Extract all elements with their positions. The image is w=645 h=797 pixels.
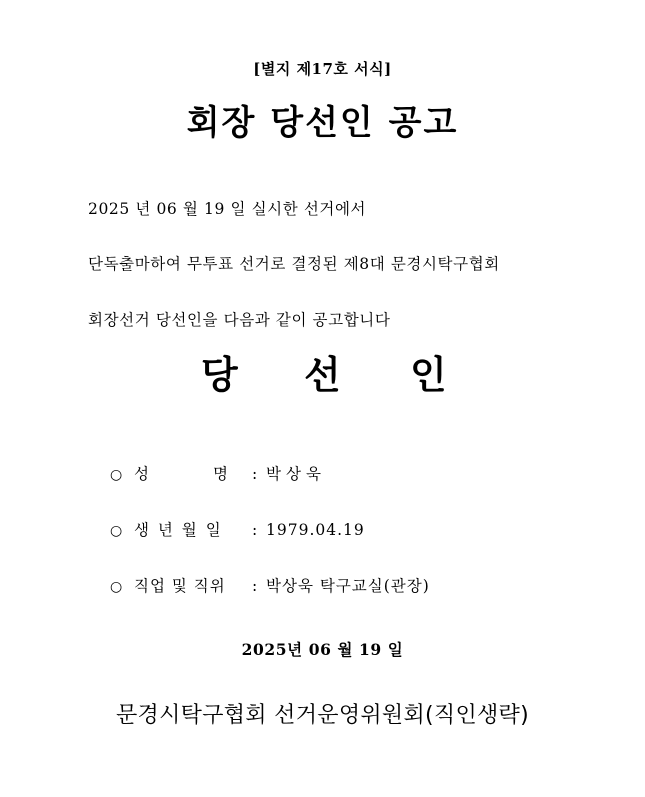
info-row-name (110, 465, 326, 484)
info-row-birthdate (110, 521, 365, 540)
birthdate-label: 생 년 월 일 (134, 521, 223, 539)
birthdate-value: 1979.04.19 (266, 521, 365, 539)
announcement-date: 2025년 06 월 19 일 (241, 640, 404, 659)
winner-heading-char: 선 (304, 353, 341, 397)
announcement-paragraph-2: 단독출마하여 무투표 선거로 결정된 제8대 문경시탁구협회 (88, 255, 500, 273)
name-label-char: 성 (134, 465, 149, 483)
occupation-value: 박상욱 탁구교실(관장) (266, 577, 430, 595)
colon: : (252, 465, 258, 483)
info-row-occupation (110, 577, 430, 596)
page-title: 회장 당선인 공고 (186, 103, 459, 143)
winner-heading-char: 인 (410, 353, 447, 397)
occupation-label: 직업 및 직위 (134, 577, 226, 595)
name-label (134, 465, 252, 484)
colon: : (252, 577, 258, 595)
colon: : (252, 521, 258, 539)
winner-heading-char: 당 (201, 353, 238, 397)
name-value: 박상욱 (266, 465, 326, 483)
circle-bullet-icon: ○ (110, 523, 123, 539)
name-label-char: 명 (213, 465, 228, 483)
circle-bullet-icon: ○ (110, 467, 123, 483)
announcement-paragraph-3: 회장선거 당선인을 다음과 같이 공고합니다 (88, 311, 391, 329)
form-label: [별지 제17호 서식] (253, 60, 392, 78)
announcement-paragraph-1: 2025 년 06 월 19 일 실시한 선거에서 (88, 200, 367, 218)
circle-bullet-icon: ○ (110, 579, 123, 595)
issuer-signature: 문경시탁구협회 선거운영위원회(직인생략) (116, 703, 529, 728)
